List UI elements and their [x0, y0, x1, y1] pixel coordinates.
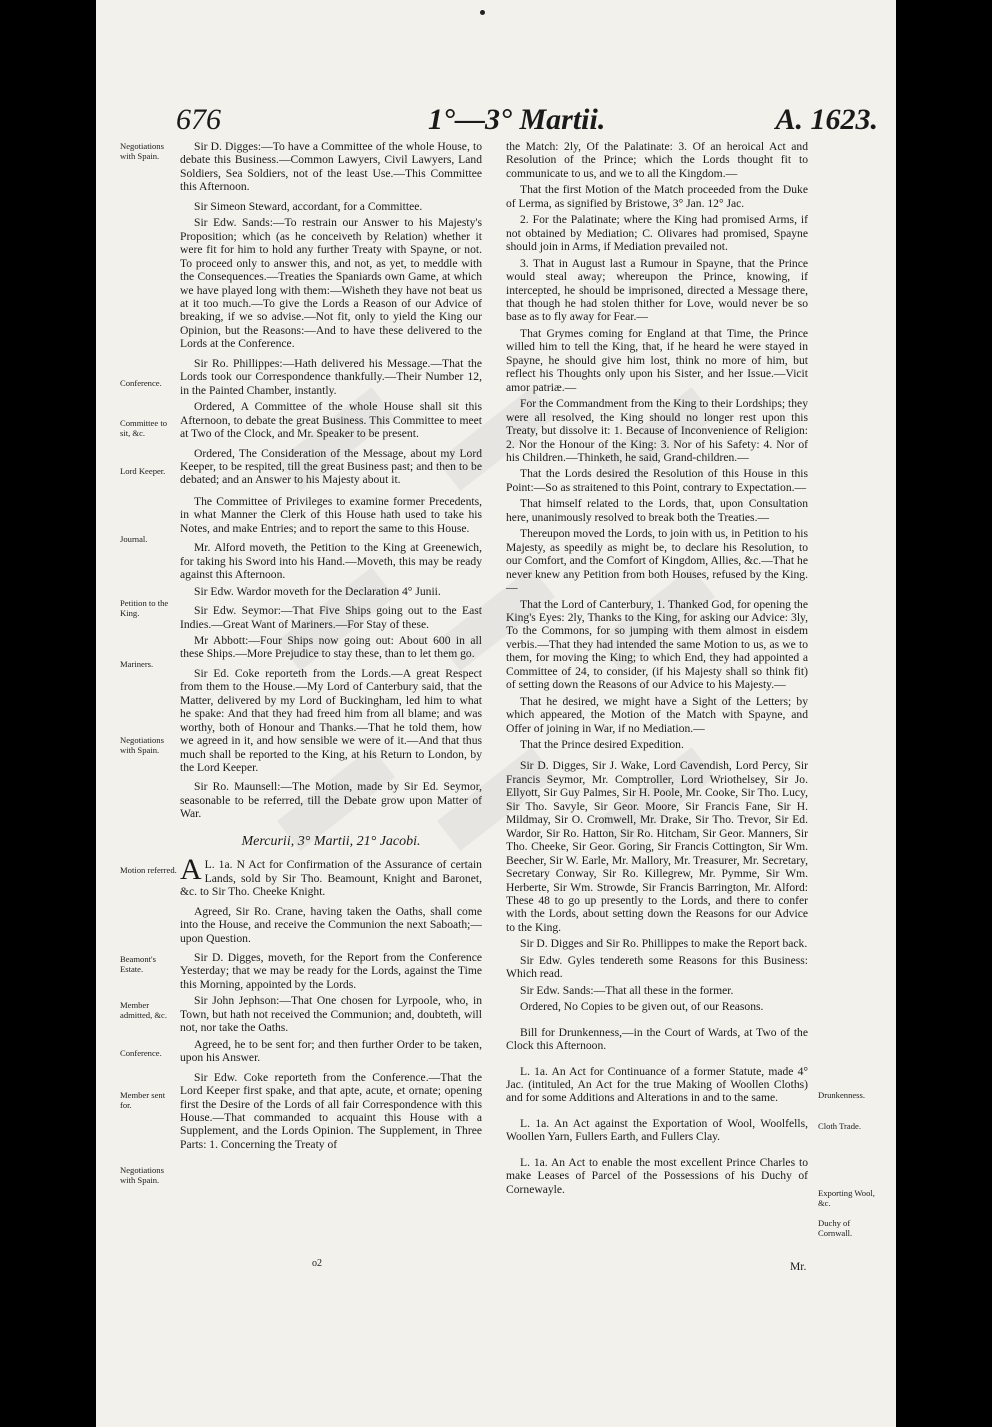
act-paragraph	[180, 853, 482, 899]
paragraph: Thereupon moved the Lords, to join with us, in Petition to his Majesty, as speedily as might be, to declare his Resolution, to our Comfort, and the Comfort of Kingdom, Allies, &c.—That he never knew any Petition from both Houses, refused by the King.—	[506, 527, 808, 595]
drop-cap: A	[180, 853, 202, 887]
margin-note: Member admitted, &c.	[120, 1000, 168, 1020]
margin-note: Journal.	[120, 534, 148, 544]
paragraph: 2. For the Palatinate; where the King had promised Arms, if not obtained by Mediation; C. Olivares had promised, Spayne should join in Arms, if Mediation prevailed not.	[506, 213, 808, 254]
margin-note: Negotiations with Spain.	[120, 141, 164, 161]
paragraph: Sir Edw. Sands:—That all these in the former.	[520, 983, 734, 997]
session-heading: Mercurii, 3° Martii, 21° Jacobi.	[241, 833, 421, 849]
margin-note: Conference.	[120, 1048, 162, 1058]
paragraph: Sir John Jephson:—That One chosen for Lyrpoole, who, in Town, but hath not received the Communion; and, doubteth, will not, nor take the Oaths.	[180, 994, 482, 1035]
document-page	[96, 0, 896, 1427]
header-year: A. 1623.	[775, 103, 878, 136]
paragraph: For the Commandment from the King to their Lordships; they were all resolved, the King should no longer rest upon this Treaty, but dissolve it: 1. Because of Inconvenience of Religion: 2. Nor the Honour of the King: 3. Nor of his Safety: 4. Nor of his Children.—Thinketh, he said, Grand-children.—	[506, 397, 808, 464]
margin-note: Lord Keeper.	[120, 466, 166, 476]
margin-note: Committee to sit, &c.	[120, 418, 168, 438]
paragraph: Sir Simeon Steward, accordant, for a Committee.	[194, 199, 423, 213]
page-number: 676	[176, 103, 221, 136]
margin-note: Member sent for.	[120, 1090, 166, 1110]
paragraph: That himself related to the Lords, that, upon Consultation here, unanimously resolved to break both the Treaties.—	[506, 497, 808, 524]
act-text: N Act for Confirmation of the Assurance of certain Lands, sold by Sir Tho. Beamount, Knight and Baronet, &c. to Sir Tho. Cheeke Knight.	[180, 858, 482, 899]
paragraph: Sir Ed. Coke reporteth from the Lords.—A great Respect from them to the House.—My Lord of Canterbury said, that the Matter, delivered by my Lord of Buckingham, led him to what he spake: And that they had freed him from all blame; and was worthy, both of Honour and Thanks.—That he told them, how we agreed in it, and how sensible we were of it.—And that thus much shall be reported to the King, at his Return to London, by the Lord Keeper.	[180, 666, 482, 775]
paragraph: the Match: 2ly, Of the Palatinate: 3. Of an heroical Act and Resolution of the Prince; which the Lords thought fit to communicate to us, and we to all the Kingdom.—	[506, 140, 808, 180]
margin-note: Duchy of Cornwall.	[818, 1218, 853, 1238]
paragraph: Sir D. Digges and Sir Ro. Phillippes to make the Report back.	[520, 937, 808, 951]
paragraph: Sir D. Digges:—To have a Committee of the whole House, to debate this Business.—Common Lawyers, Civil Lawyers, Land Soldiers, Sea Soldiers, not of the least Use.—This Committee this Afternoon.	[180, 140, 482, 194]
margin-note: Exporting Wool, &c.	[818, 1188, 875, 1208]
paragraph: That the Lords desired the Resolution of this House in this Point:—So as straitened to this Point, contrary to Expectation.—	[506, 467, 808, 494]
left-column	[180, 140, 482, 1154]
margin-note: Negotiations with Spain.	[120, 735, 164, 755]
margin-note: Petition to the King.	[120, 598, 169, 618]
paragraph: L. 1a. An Act against the Exportation of Wool, Woolfells, Woollen Yarn, Fullers Earth, and Fullers Clay.	[506, 1116, 808, 1144]
paragraph: That the Prince desired Expedition.	[520, 738, 684, 752]
paragraph: Ordered, The Consideration of the Message, about my Lord Keeper, to be respited, till the great Business past; and then to be debated; and an Answer to his Majesty about it.	[180, 446, 482, 487]
paragraph: Sir D. Digges, moveth, for the Report from the Conference Yesterday; that we may be ready for the Lords, against the Time this Morning, appointed by the Lords.	[180, 951, 482, 991]
paragraph: Sir Edw. Coke reporteth from the Conference.—That the Lord Keeper first spake, and that apte, acute, et ornate; opening first the Desire of the Lords of all fair Correspondence with this House.—That commanded to acquaint this House with a Supplement, and the Lords Opinion. The Supplement, in Three Parts: 1. Concerning the Treaty of	[180, 1070, 482, 1151]
paragraph: Mr Abbott:—Four Ships now going out: About 600 in all these Ships.—More Prejudice to stay these, than to let them go.	[180, 633, 482, 661]
paragraph: Mr. Alford moveth, the Petition to the King at Greenewich, for taking his Sword into his Hand.—Moveth, this may be ready against this Afternoon.	[180, 541, 482, 582]
running-header	[176, 102, 878, 138]
margin-note: Conference.	[120, 378, 162, 388]
paragraph: Bill for Drunkenness,—in the Court of Wards, at Two of the Clock this Afternoon.	[506, 1025, 808, 1053]
margin-note: Beamont's Estate.	[120, 954, 156, 974]
paragraph: 3. That in August last a Rumour in Spayne, that the Prince would steal away; whereupon the Prince, knowing, if intercepted, he should be imprisoned, directed a Message there, that though he had stolen thither for Love, would never be so base as to fly away for Fear.—	[506, 256, 808, 324]
paragraph: Sir Ro. Maunsell:—The Motion, made by Sir Ed. Seymor, seasonable to be referred, till the Debate grow upon Matter of War.	[180, 780, 482, 821]
paragraph: Sir Edw. Sands:—To restrain our Answer to his Majesty's Proposition; which (as he conceiveth by Relation) whether it were fit for him to hold any further Treaty with Spayne, or not. To proceed only to answer this, and not, as yet, to meddle with the Consequences.—Treaties the Spaniards own Game, at which we have played long with them:—Wisheth they have not beat us at it too much.—To give the Lords a Reason of our Advice of breaking, if we so advise.—Not fit, only to yield the King our Opinion, but the Reasons:—And to have these delivered to the Lords at the Conference.	[180, 216, 482, 351]
page-dot	[480, 10, 485, 15]
paragraph: Ordered, No Copies to be given out, of our Reasons.	[520, 1000, 764, 1014]
margin-note: Cloth Trade.	[818, 1121, 861, 1131]
paragraph: Sir Edw. Seymor:—That Five Ships going out to the East Indies.—Great Want of Mariners.—For Stay of these.	[180, 604, 482, 631]
signature-mark: o2	[312, 1258, 322, 1269]
margin-note: Drunkenness.	[818, 1090, 866, 1100]
paragraph: That the Lord of Canterbury, 1. Thanked God, for opening the King's Eyes: 2ly, Thanks to the King, for asking our Advice: 3ly, To the Commons, for so jumping with them almost in eisdem verbis.—That they had intended the same Motion to us, as we to them, for moving the King; to which End, they had appointed a Committee of 24, to consider, (if his Majesty shall so think fit) of setting down the Reasons of our Advice to his Majesty.—	[506, 597, 808, 692]
catchword: Mr.	[790, 1260, 807, 1273]
paragraph: The Committee of Privileges to examine former Precedents, in what Manner the Clerk of this House hath used to take his Notes, and make Entries; and to report the same to this House.	[180, 494, 482, 535]
paragraph: Sir Edw. Gyles tendereth some Reasons for this Business: Which read.	[506, 953, 808, 981]
committee-list: Sir D. Digges, Sir J. Wake, Lord Cavendish, Lord Percy, Sir Francis Seymor, Mr. Comptroller, Lord Wriothelsey, Sir Jo. Ellyott, Sir Guy Palmes, Sir H. Poole, Mr. Cooke, Sir Tho. Lucy, Sir Tho. Savyle, Sir Geor. Moore, Sir Francis Fane, Sir H. Mildmay, Sir O. Cromwell, Mr. Drake, Sir Tho. Trevor, Sir Ed. Wardor, Sir Ro. Hatton, Sir Ro. Hitcham, Sir Geor. Manners, Sir Tho. Cheeke, Sir Geor. Goring, Sir Francis Cottington, Sir Wm. Beecher, Sir W. Earle, Mr. Mallory, Mr. Treasurer, Mr. Secretary, Secretary Conway, Sir Ro. Killegrew, Mr. Pymme, Sir Wm. Herberte, Sir Wm. Strowde, Sir Francis Barrington, Mr. Alford: These 48 to go up presently to the Lords, and there to confer with the Lords, about setting down the Reasons for our Advice to the King.	[506, 759, 808, 934]
reading-label: L. 1a.	[204, 858, 233, 872]
header-date: 1°—3° Martii.	[428, 103, 606, 136]
margin-note: Mariners.	[120, 659, 154, 669]
paragraph: That he desired, we might have a Sight of the Letters; by which appeared, the Motion of the Match with Spayne, and Offer of joining in War, if no Mediation.—	[506, 694, 808, 735]
paragraph: Agreed, Sir Ro. Crane, having taken the Oaths, shall come into the House, and receive the Communion the next Saboath;—upon Question.	[180, 904, 482, 945]
paragraph: Sir Ro. Phillippes:—Hath delivered his Message.—That the Lords took our Correspondence thankfully.—Their Number 12, in the Painted Chamber, instantly.	[180, 356, 482, 397]
paragraph: L. 1a. An Act for Continuance of a former Statute, made 4° Jac. (intituled, An Act for the true Making of Woollen Cloths) and for some Additions and Alterations in and to the same.	[506, 1064, 808, 1105]
paragraph: Sir Edw. Wardor moveth for the Declaration 4° Junii.	[194, 584, 441, 598]
paragraph: Agreed, he to be sent for; and then further Order to be taken, upon his Answer.	[180, 1037, 482, 1065]
right-column	[506, 140, 808, 1199]
paragraph: L. 1a. An Act to enable the most excellent Prince Charles to make Leases of Parcel of the Possessions of his Duchy of Cornewayle.	[506, 1155, 808, 1196]
paragraph: That Grymes coming for England at that Time, the Prince willed him to tell the King, that, if he heard he were stayed in Spayne, he should give him lost, think no more of him, but reflect his Thoughts only upon his Sister, and her Issue.—Vicit amor patriæ.—	[506, 326, 808, 394]
margin-note: Motion referred.	[120, 865, 177, 875]
margin-note: Negotiations with Spain.	[120, 1165, 164, 1185]
paragraph: That the first Motion of the Match proceeded from the Duke of Lerma, as signified by Bristowe, 3° Jan. 12° Jac.	[506, 183, 808, 210]
paragraph: Ordered, A Committee of the whole House shall sit this Afternoon, to debate the great Business. This Committee to meet at Two of the Clock, and Mr. Speaker to be present.	[180, 400, 482, 441]
